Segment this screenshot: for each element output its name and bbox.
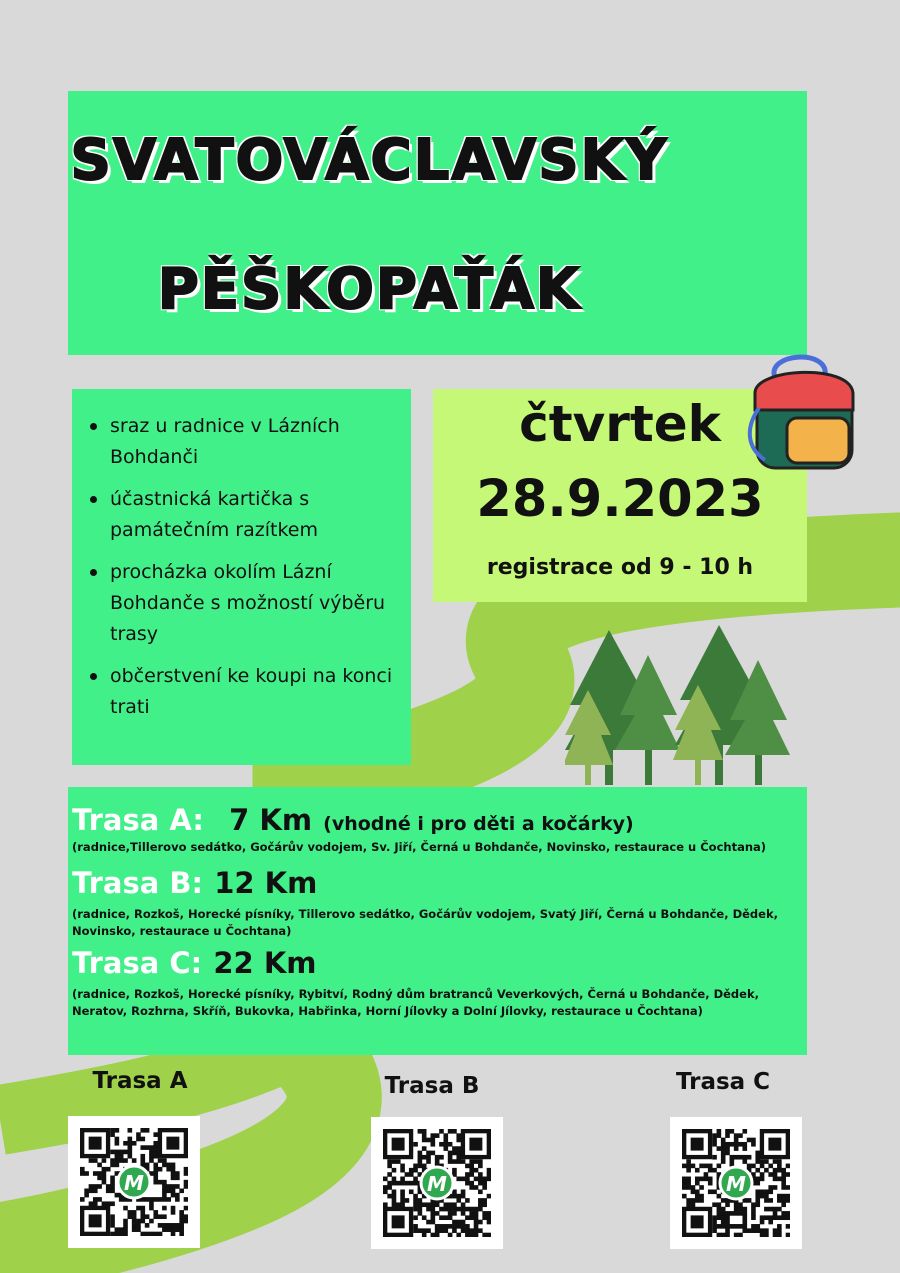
qr-badge-letter: M	[427, 1172, 447, 1196]
qr-badge-letter: M	[726, 1172, 746, 1196]
title-line-2: PĚŠKOPAŤÁK	[157, 257, 582, 322]
event-date: 28.9.2023	[476, 470, 764, 529]
registration-time: registrace od 9 - 10 h	[486, 555, 754, 580]
route-a	[72, 803, 804, 856]
qr-label-b: Trasa B	[384, 1073, 480, 1099]
qr-badge-letter: M	[124, 1171, 144, 1195]
info-item-meeting: sraz u radnice v Lázních Bohdanči	[110, 411, 399, 473]
qr-label-c: Trasa C	[675, 1069, 771, 1095]
qr-code-icon	[383, 1129, 491, 1237]
route-c-name: Trasa C:	[72, 946, 203, 980]
title-line-1: SVATOVÁCLAVSKÝ	[70, 128, 669, 193]
route-a-distance: 7 Km	[229, 803, 313, 837]
info-item-walk: procházka okolím Lázní Bohdanče s možností výběru trasy	[110, 557, 399, 650]
route-a-name: Trasa A:	[72, 803, 204, 837]
route-b	[72, 866, 804, 940]
qr-label-a: Trasa A	[92, 1068, 188, 1094]
route-b-distance: 12 Km	[214, 866, 318, 900]
qr-code-a[interactable]	[68, 1116, 200, 1248]
qr-code-icon	[682, 1129, 790, 1237]
route-b-stops: (radnice, Rozkoš, Horecké písníky, Tillerovo sedátko, Gočárův vodojem, Svatý Jiří, Černá u Bohdanče, Dědek, Novinsko, restaurace u Čochtana)	[72, 907, 778, 938]
route-a-note: (vhodné i pro děti a kočárky)	[323, 813, 634, 835]
event-info-panel	[72, 389, 411, 765]
route-c-distance: 22 Km	[213, 946, 317, 980]
qr-code-b[interactable]	[371, 1117, 503, 1249]
event-day: čtvrtek	[519, 395, 721, 453]
route-c	[72, 946, 804, 1020]
route-a-stops: (radnice,Tillerovo sedátko, Gočárův vodojem, Sv. Jiří, Černá u Bohdanče, Novinsko, restaurace u Čochtana)	[72, 840, 767, 854]
pine-trees-icon	[565, 625, 795, 785]
qr-code-icon	[80, 1128, 188, 1236]
backpack-icon	[745, 348, 860, 473]
event-info-list	[72, 389, 411, 723]
qr-code-c[interactable]	[670, 1117, 802, 1249]
info-item-card: účastnická kartička s památečním razítkem	[110, 484, 399, 546]
route-c-stops: (radnice, Rozkoš, Horecké písníky, Rybitví, Rodný dům bratranců Veverkových, Černá u Bohdanče, Dědek, Neratov, Rozhrna, Skříň, Bukovka, Habřinka, Horní Jílovky a Dolní Jílovky, restaurace u Čochtana)	[72, 987, 759, 1018]
info-item-refreshments: občerstvení ke koupi na konci trati	[110, 661, 399, 723]
route-b-name: Trasa B:	[72, 866, 204, 900]
